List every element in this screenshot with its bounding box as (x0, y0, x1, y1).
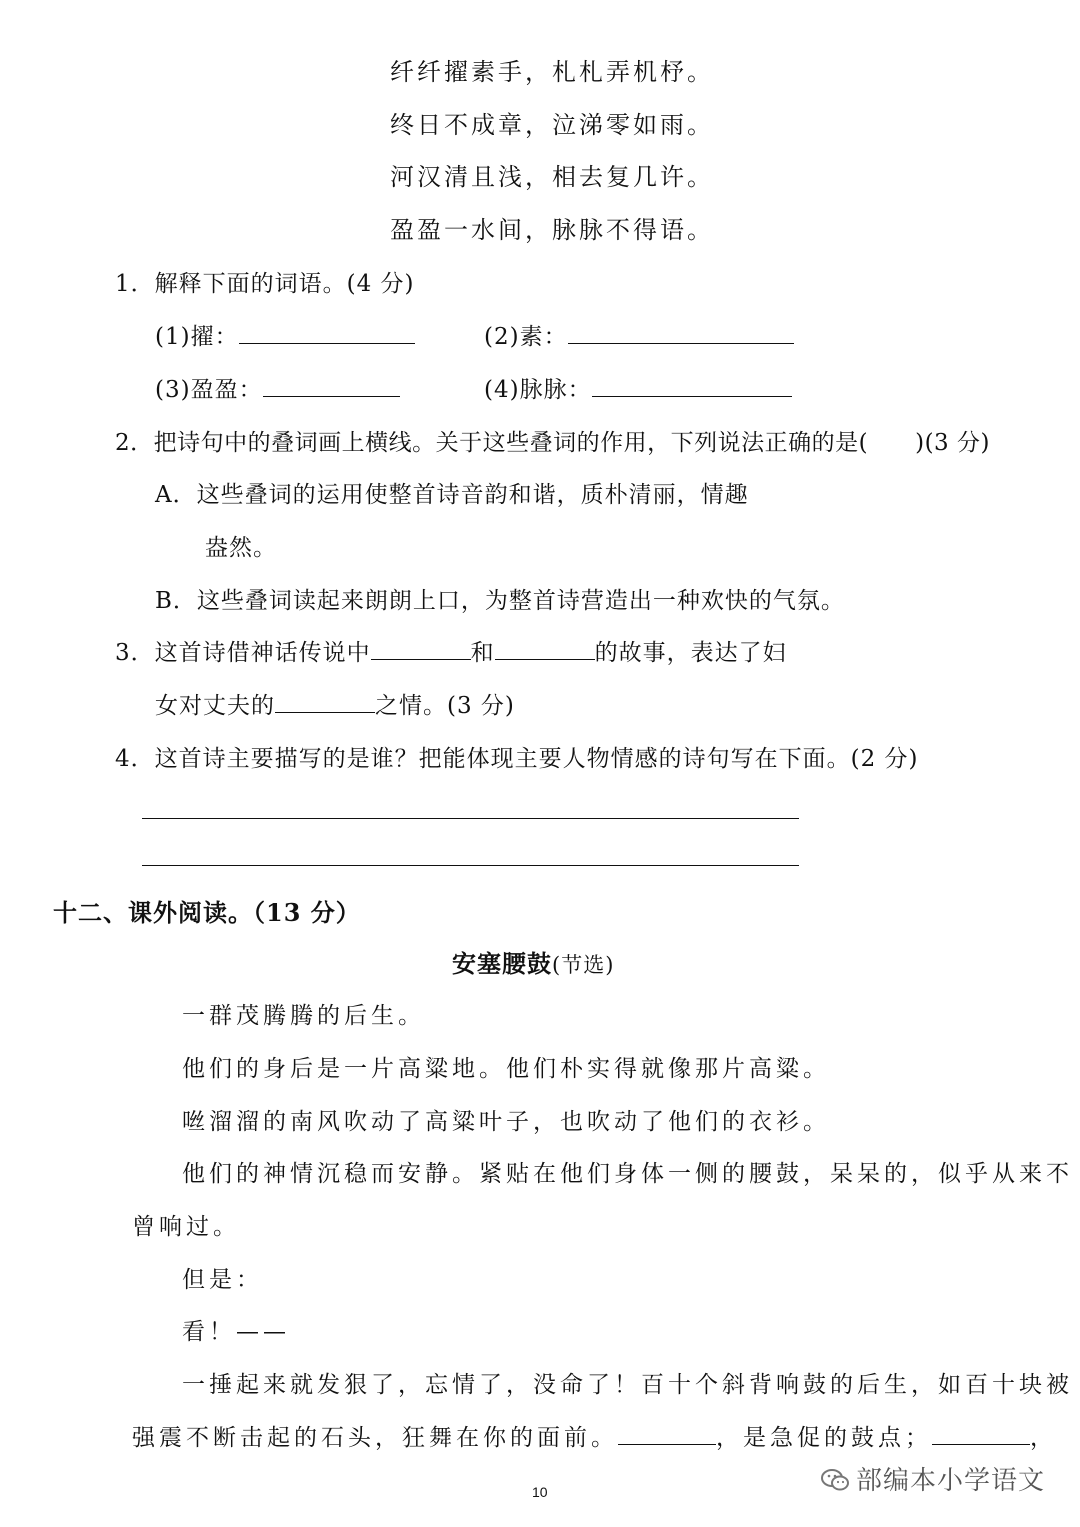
reading-paragraph-7: 一捶起来就发狠了，忘情了，没命了！百十个斜背响鼓的后生，如百十块被 (182, 1372, 1073, 1398)
answer-blank[interactable] (495, 637, 595, 660)
q1-item-1 (155, 318, 415, 351)
reading-title-text: 安塞腰鼓 (452, 949, 552, 978)
q3-text-1: 3．这首诗借神话传说中 (115, 640, 371, 666)
poem-line-1: 纤纤擢素手，札札弄机杼。 (390, 58, 714, 86)
section-heading: 十二、课外阅读。（13 分） (53, 898, 361, 927)
answer-blank[interactable] (618, 1422, 716, 1445)
p7-text-2: ，是急促的鼓点； (716, 1425, 932, 1451)
q1-item-2-label: (2)素： (484, 324, 568, 350)
question-1: 1．解释下面的词语。(4 分) (115, 271, 415, 297)
q3-text-5: 之情。(3 分) (375, 693, 515, 719)
q2-option-b: B．这些叠词读起来朗朗上口，为整首诗营造出一种欢快的气氛。 (155, 588, 845, 614)
wechat-icon (820, 1467, 850, 1493)
answer-blank[interactable] (239, 321, 415, 344)
reading-subtitle: (节选) (552, 953, 615, 977)
poem-line-2: 终日不成章，泣涕零如雨。 (390, 111, 714, 139)
answer-blank[interactable] (568, 321, 794, 344)
q1-item-2 (484, 318, 794, 351)
page-number: 10 (532, 1484, 548, 1500)
reading-title (452, 944, 614, 979)
question-4: 4．这首诗主要描写的是谁？把能体现主要人物情感的诗句写在下面。(2 分) (115, 746, 919, 772)
answer-blank[interactable] (371, 637, 471, 660)
q2-option-a: A．这些叠词的运用使整首诗音韵和谐，质朴清丽，情趣 (155, 482, 749, 508)
answer-blank[interactable] (275, 690, 375, 713)
p7-text-3: ， (1030, 1425, 1057, 1451)
watermark (820, 1460, 1045, 1497)
question-2: 2．把诗句中的叠词画上横线。关于这些叠词的作用，下列说法正确的是( )(3 分) (115, 430, 990, 456)
reading-paragraph-4-cont: 曾响过。 (132, 1214, 240, 1240)
poem-line-4: 盈盈一水间，脉脉不得语。 (390, 216, 714, 244)
reading-paragraph-7-cont (132, 1419, 1057, 1452)
reading-paragraph-6: 看！—— (182, 1319, 290, 1345)
q3-text-2: 和 (470, 640, 495, 666)
reading-paragraph-3: 咝溜溜的南风吹动了高粱叶子，也吹动了他们的衣衫。 (182, 1109, 830, 1135)
watermark-text: 部编本小学语文 (856, 1466, 1046, 1496)
answer-blank[interactable] (592, 374, 792, 397)
p7-text-1: 强震不断击起的石头，狂舞在你的面前。 (132, 1425, 618, 1451)
question-3-cont (155, 687, 515, 720)
q3-text-4: 女对丈夫的 (155, 693, 275, 719)
reading-paragraph-4: 他们的神情沉稳而安静。紧贴在他们身体一侧的腰鼓，呆呆的，似乎从来不 (182, 1161, 1073, 1187)
reading-paragraph-2: 他们的身后是一片高粱地。他们朴实得就像那片高粱。 (182, 1056, 830, 1082)
q1-item-4 (484, 371, 792, 404)
answer-line-1[interactable] (142, 818, 799, 819)
q1-item-3 (155, 371, 400, 404)
q3-text-3: 的故事，表达了妇 (594, 640, 787, 666)
reading-paragraph-5: 但是： (182, 1267, 263, 1293)
q2-option-a-cont: 盎然。 (205, 535, 277, 561)
question-3 (115, 634, 787, 667)
poem-line-3: 河汉清且浅，相去复几许。 (390, 163, 714, 191)
answer-blank[interactable] (932, 1422, 1030, 1445)
q1-item-3-label: (3)盈盈： (155, 377, 263, 403)
q1-item-4-label: (4)脉脉： (484, 377, 592, 403)
q1-item-1-label: (1)擢： (155, 324, 239, 350)
answer-blank[interactable] (263, 374, 400, 397)
reading-paragraph-1: 一群茂腾腾的后生。 (182, 1003, 425, 1029)
answer-line-2[interactable] (142, 865, 799, 866)
